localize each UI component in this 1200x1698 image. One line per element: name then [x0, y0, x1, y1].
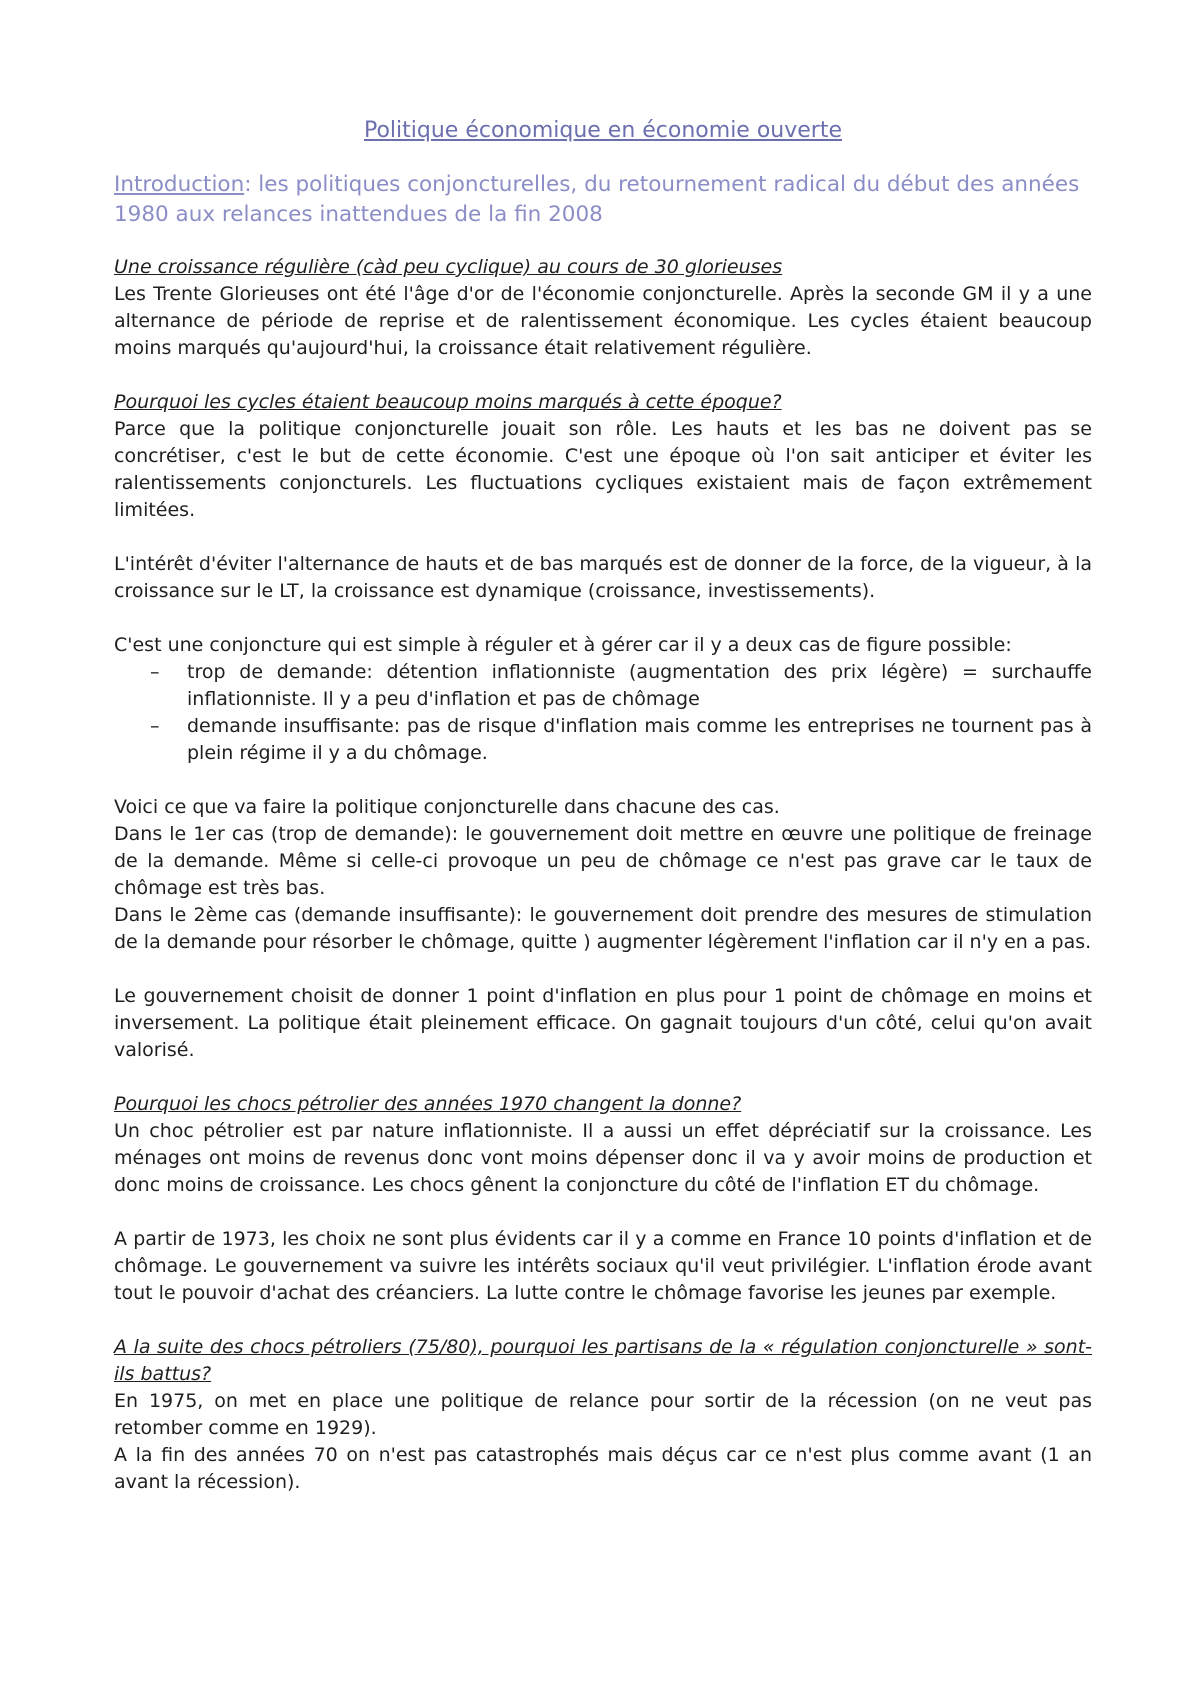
dash-bullet: – — [150, 661, 160, 683]
paragraph: Les Trente Glorieuses ont été l'âge d'or de l'économie conjoncturelle. Après la seconde GM il y a une alternance de période de reprise et de ralentissement économique. Les cycles étaient beaucoup moins marqués qu'aujourd'hui, la croissance était relativement régulière. — [114, 283, 1092, 359]
paragraph: Dans le 2ème cas (demande insuffisante): le gouvernement doit prendre des mesures de stimulation de la demande pour résorber le chômage, quitte ) augmenter légèrement l'inflation car il n'y en a pas. — [114, 904, 1092, 953]
bullet-list — [114, 659, 1092, 767]
spacer — [114, 362, 1092, 389]
spacer — [114, 1064, 1092, 1091]
section-heading-croissance: Une croissance régulière (càd peu cyclique) au cours de 30 glorieuses — [114, 256, 783, 278]
introduction — [114, 170, 1092, 230]
paragraph: L'intérêt d'éviter l'alternance de hauts et de bas marqués est de donner de la force, de la vigueur, à la croissance sur le LT, la croissance est dynamique (croissance, investissements). — [114, 553, 1092, 602]
list-item-text: demande insuffisante: pas de risque d'inflation mais comme les entreprises ne tournent pas à plein régime il y a du chômage. — [187, 715, 1092, 764]
paragraph: A partir de 1973, les choix ne sont plus évidents car il y a comme en France 10 points d'inflation et de chômage. Le gouvernement va suivre les intérêts sociaux qu'il veut privilégier. L'inflation érode avant tout le pouvoir d'achat des créanciers. La lutte contre le chômage favorise les jeunes par exemple. — [114, 1228, 1092, 1304]
page-title: Politique économique en économie ouverte — [363, 118, 843, 143]
spacer — [114, 767, 1092, 794]
spacer — [114, 1199, 1092, 1226]
paragraph: C'est une conjoncture qui est simple à réguler et à gérer car il y a deux cas de figure possible: — [114, 634, 1012, 656]
paragraph: Voici ce que va faire la politique conjoncturelle dans chacune des cas. — [114, 796, 780, 818]
intro-text: : les politiques conjoncturelles, du retournement radical du début des années 1980 aux relances inattendues de la fin 2008 — [114, 172, 1080, 227]
section-heading-regulation: A la suite des chocs pétroliers (75/80), pourquoi les partisans de la « régulation conjoncturelle » sont-ils battus? — [114, 1336, 1092, 1385]
section-heading-cycles: Pourquoi les cycles étaient beaucoup moins marqués à cette époque? — [114, 391, 782, 413]
document-page — [114, 100, 1092, 1496]
spacer — [114, 524, 1092, 551]
dash-bullet: – — [150, 715, 160, 737]
spacer — [114, 1307, 1092, 1334]
list-item-text: trop de demande: détention inflationniste (augmentation des prix légère) = surchauffe inflationniste. Il y a peu d'inflation et pas de chômage — [187, 661, 1092, 710]
paragraph: Un choc pétrolier est par nature inflationniste. Il a aussi un effet dépréciatif sur la croissance. Les ménages ont moins de revenus donc vont moins dépenser donc il va y avoir moins de production et donc moins de croissance. Les chocs gênent la conjoncture du côté de l'inflation ET du chômage. — [114, 1120, 1092, 1196]
paragraph: Parce que la politique conjoncturelle jouait son rôle. Les hauts et les bas ne doivent pas se concrétiser, c'est le but de cette économie. C'est une époque où l'on sait anticiper et éviter les ralentissements conjoncturels. Les fluctuations cycliques existaient mais de façon extrêmement limitées. — [114, 418, 1092, 521]
list-item — [150, 713, 1092, 767]
spacer — [114, 956, 1092, 983]
paragraph: A la fin des années 70 on n'est pas catastrophés mais déçus car ce n'est plus comme avant (1 an avant la récession). — [114, 1444, 1092, 1493]
spacer — [114, 605, 1092, 632]
section-heading-chocs: Pourquoi les chocs pétrolier des années 1970 changent la donne? — [114, 1093, 742, 1115]
spacer — [114, 230, 1092, 254]
list-item — [150, 659, 1092, 713]
paragraph: Le gouvernement choisit de donner 1 point d'inflation en plus pour 1 point de chômage en moins et inversement. La politique était pleinement efficace. On gagnait toujours d'un côté, celui qu'on avait valorisé. — [114, 985, 1092, 1061]
paragraph: En 1975, on met en place une politique de relance pour sortir de la récession (on ne veut pas retomber comme en 1929). — [114, 1390, 1092, 1439]
paragraph: Dans le 1er cas (trop de demande): le gouvernement doit mettre en œuvre une politique de freinage de la demande. Même si celle-ci provoque un peu de chômage ce n'est pas grave car le taux de chômage est très bas. — [114, 823, 1092, 899]
intro-label: Introduction — [114, 172, 245, 197]
